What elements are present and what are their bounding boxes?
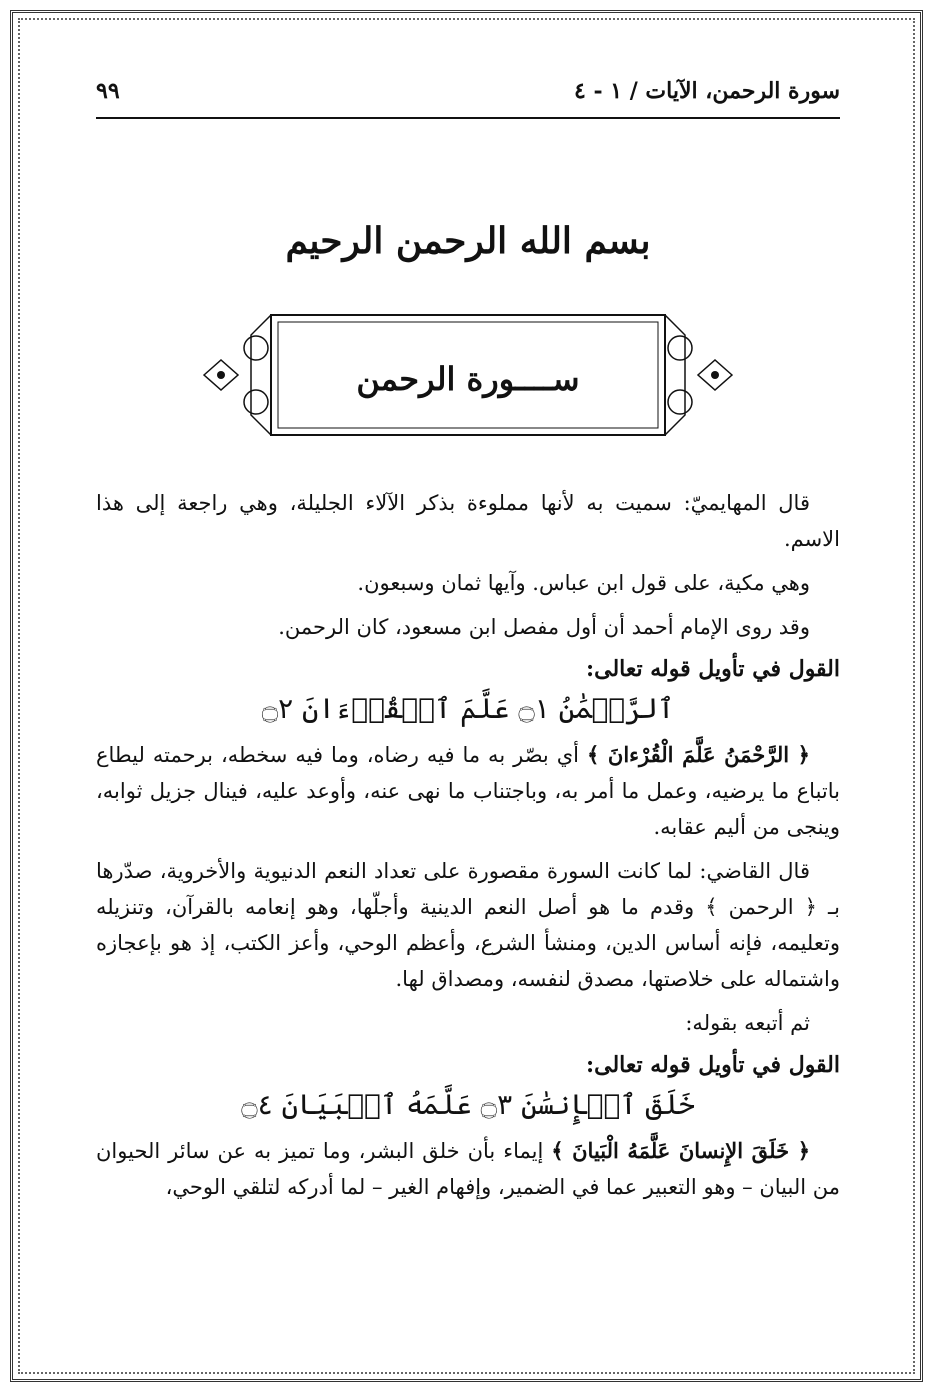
surah-title-frame [196, 300, 740, 450]
quran-verse: ٱلرَّحۡمَٰنُ ۝١ عَلَّمَ ٱلۡقُرۡءَانَ ۝٢ [261, 692, 675, 725]
paragraph-text: أي بصّر به ما فيه رضاه، وما فيه سخطه، برحمته ليطاع باتباع ما يرضيه، وعمل ما أمر به، وباجتناب ما نهى عنه، وأوعد عليه، فينال جزيل ثوابه، وينجى من أليم عقابه. [96, 743, 840, 839]
main-text [96, 485, 840, 1205]
paragraph-follow: ثم أتبعه بقوله: [685, 1011, 810, 1035]
page-header [96, 70, 840, 110]
paragraph-text: إيماء بأن خلق البشر، وما تميز به عن سائر الحيوان من البيان – وهو التعبير عما في الضمير، وإفهام الغير – لما أدركه لتلقي الوحي، [96, 1139, 840, 1199]
page-number: ٩٩ [96, 78, 120, 104]
paragraph-qadi: قال القاضي: لما كانت السورة مقصورة على تعداد النعم الدنيوية والأخروية، صدّرها بـ ﴿ الرحمن ﴾ وقدم ما هو أصل النعم الدينية وأجلّها، وهو إنعامه بالقرآن، وتنزيله وتعليمه، فإنه أساس الدين، ومنشأ الشرع، وأعظم الوحي، وأعز الكتب، إذ هو بإعجازه واشتماله على خلاصتها، مصدق لنفسه، ومصداق لها. [96, 859, 840, 991]
paragraph-tafsir [96, 1133, 840, 1205]
paragraph-makkiyya: وهي مكية، على قول ابن عباس. وآيها ثمان وسبعون. [357, 571, 810, 595]
surah-title: ســــورة الرحمن [356, 360, 580, 398]
header-rule [96, 117, 840, 119]
paragraph-tafsir [96, 737, 840, 845]
running-title: سورة الرحمن، الآيات / ١ - ٤ [573, 78, 840, 104]
section-heading: القول في تأويل قوله تعالى: [586, 1052, 840, 1078]
basmala: بسم الله الرحمن الرحيم [285, 220, 651, 262]
section-heading: القول في تأويل قوله تعالى: [586, 656, 840, 682]
quran-verse: خَلَقَ ٱلۡإِنسَٰنَ ۝٣ عَلَّمَهُ ٱلۡبَيَانَ ۝٤ [241, 1088, 695, 1121]
page-content [96, 70, 840, 1199]
verse-quote: ﴿ الرَّحْمَنُ عَلَّمَ الْقُرْءانَ ﴾ [587, 742, 810, 767]
paragraph-ahmad: وقد روى الإمام أحمد أن أول مفصل ابن مسعود، كان الرحمن. [278, 615, 810, 639]
paragraph-intro: قال المهايميّ: سميت به لأنها مملوءة بذكر الآلاء الجليلة، وهي راجعة إلى هذا الاسم. [96, 491, 840, 551]
verse-quote: ﴿ خَلَقَ الإِنسانَ عَلَّمَهُ الْبَيانَ ﴾ [551, 1138, 810, 1163]
